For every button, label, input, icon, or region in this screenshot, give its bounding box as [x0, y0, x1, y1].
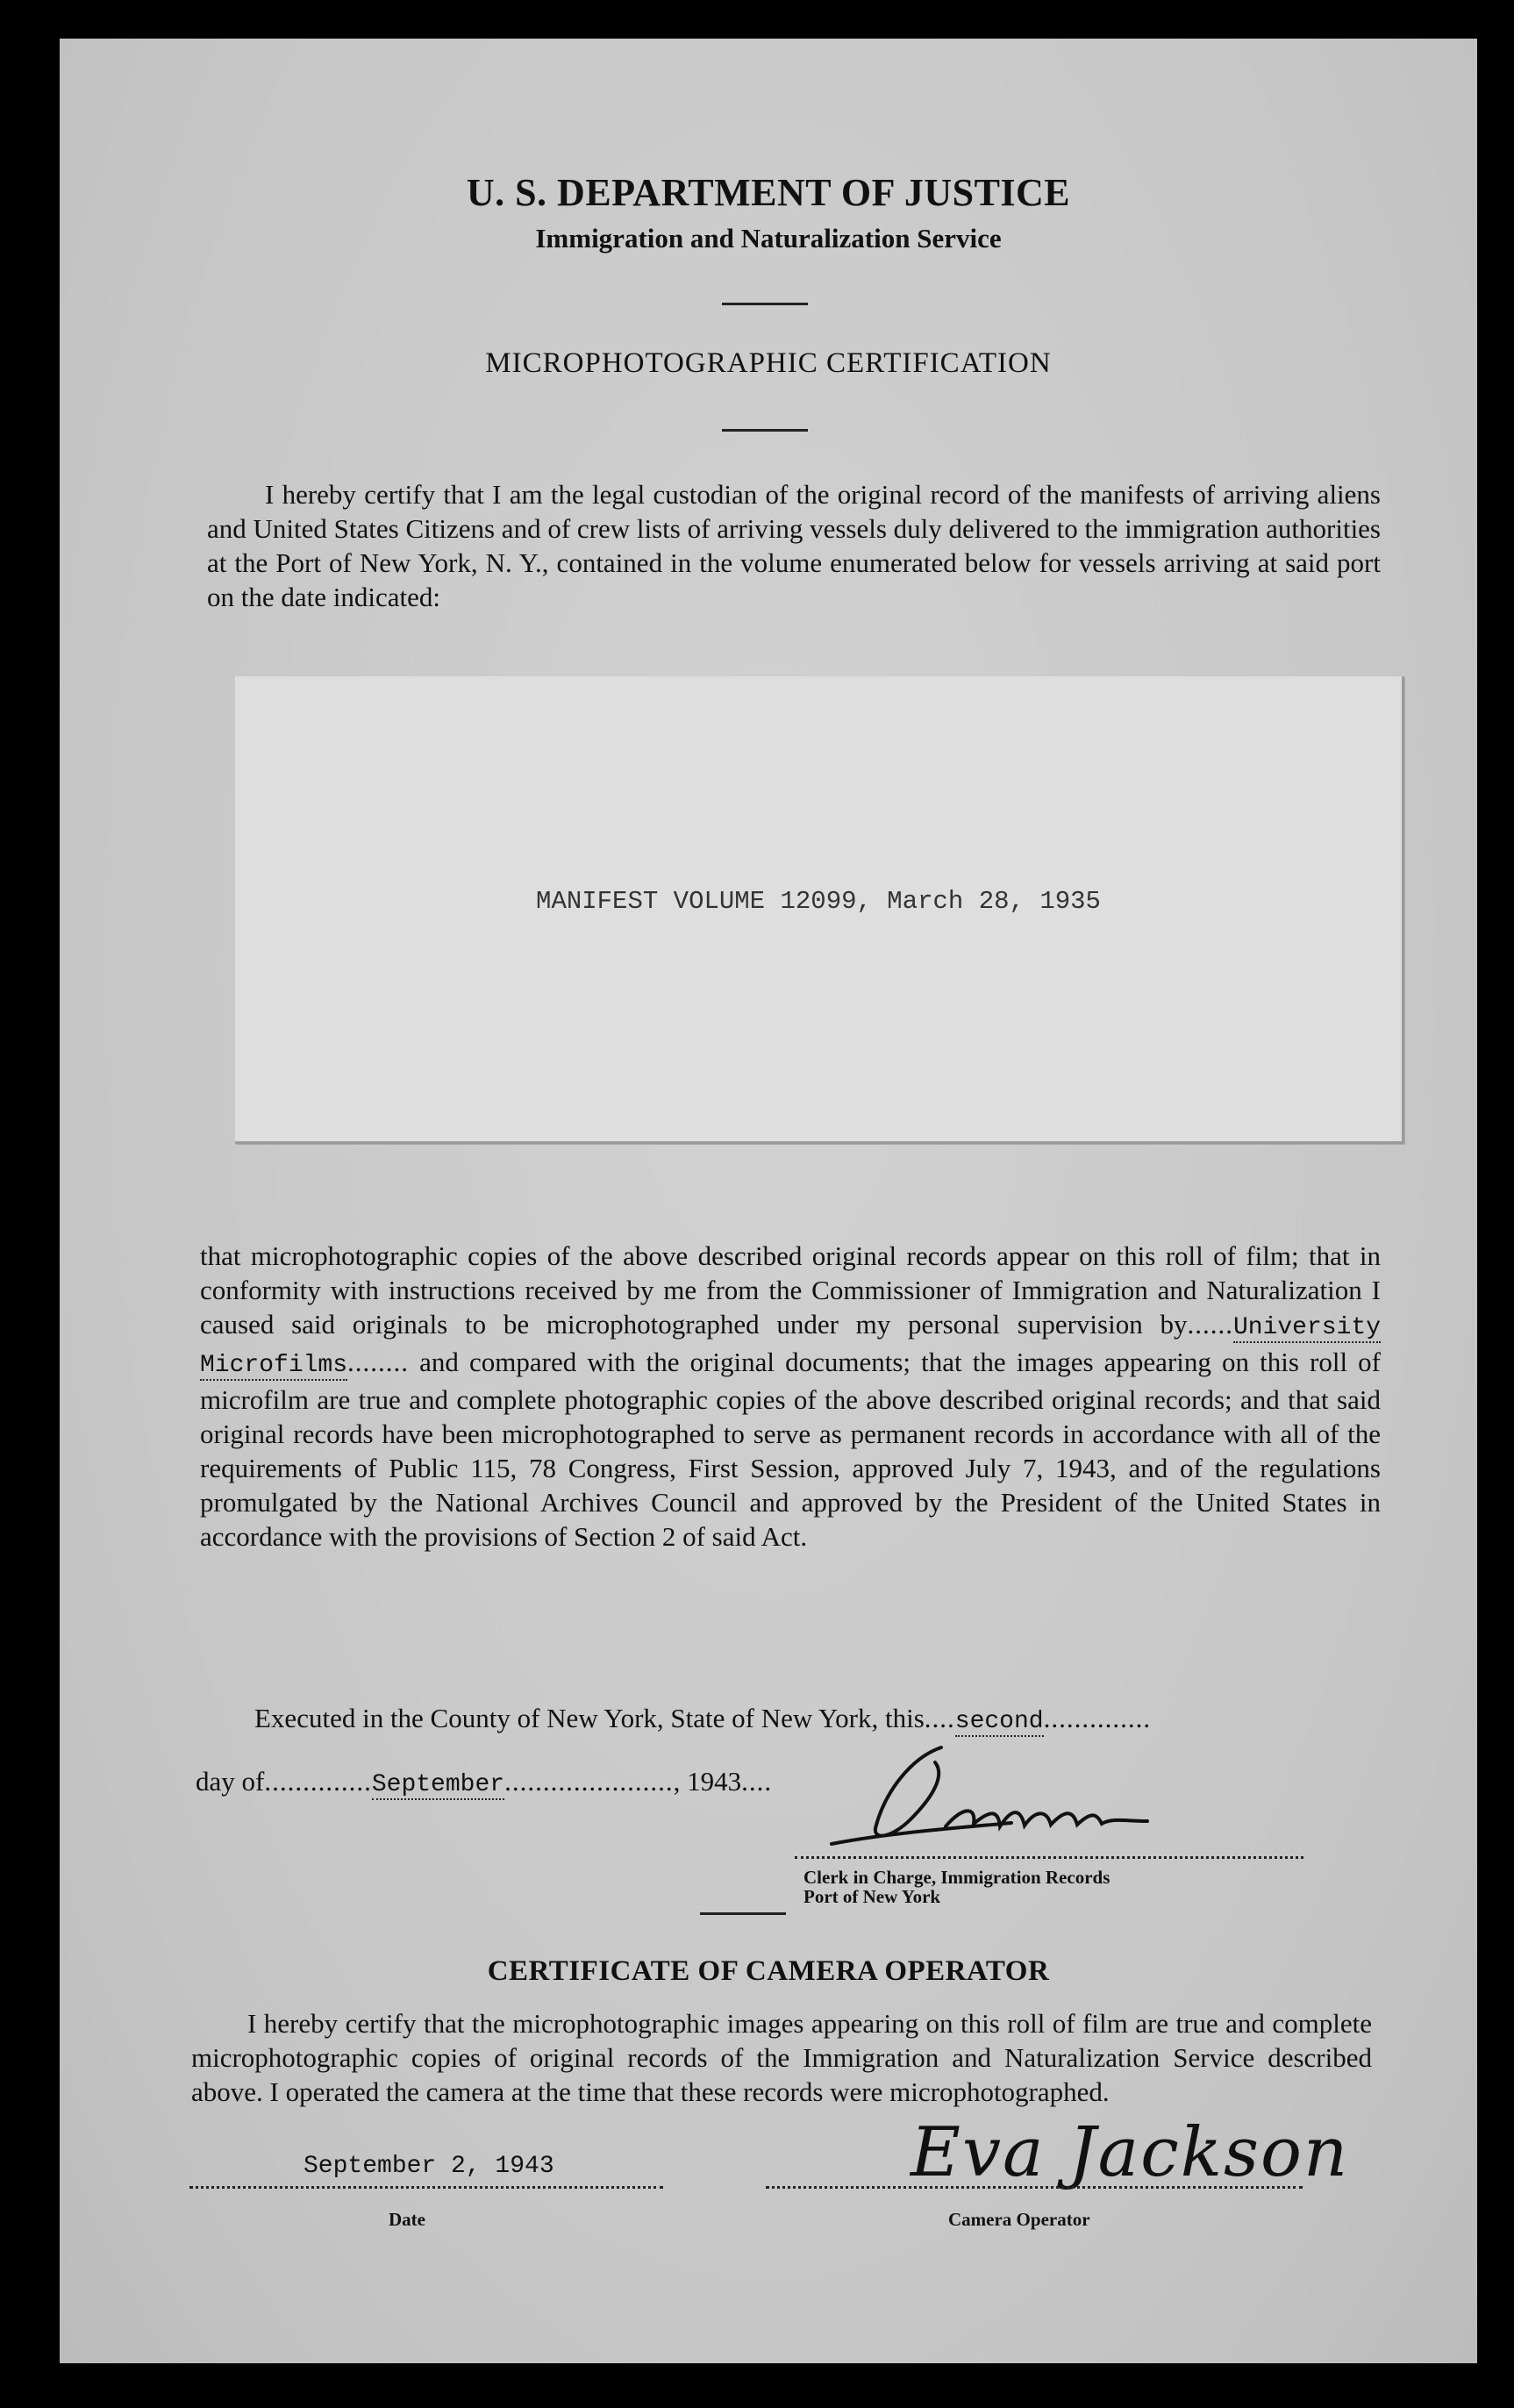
clerk-title-line2: Port of New York — [803, 1886, 941, 1907]
operator-date: September 2, 1943 — [304, 2153, 554, 2180]
divider — [700, 1912, 786, 1915]
execution-year: , 1943 — [673, 1766, 742, 1797]
date-line — [189, 2153, 663, 2189]
service-subheading: Immigration and Naturalization Service — [535, 223, 1002, 254]
clerk-signature — [779, 1723, 1253, 1859]
day-of-label: day of — [196, 1766, 265, 1797]
divider — [722, 303, 808, 305]
operator-signature-line — [766, 2186, 1303, 2189]
body-paragraph: that microphotographic copies of the above described original records appear on this roll of film; that in conformity with instructions received by me from the Commissioner of Immigration and Naturalization I caused said originals to be microphotographed under my personal supervision by......University Microfilms........ and compared with the original documents; that the images appearing on this roll of microfilm are true and complete photographic copies of the above described original records; and that said original records have been microphotographed to serve as permanent records in accordance with all of the requirements of Public 115, 78 Congress, First Session, approved July 7, 1943, and of the regulations promulgated by the National Archives Council and approved by the President of the United States in accordance with the provisions of Section 2 of said Act. — [200, 1240, 1382, 1552]
certification-title: MICROPHOTOGRAPHIC CERTIFICATION — [485, 347, 1052, 379]
camera-operator-heading: CERTIFICATE OF CAMERA OPERATOR — [487, 1955, 1050, 1987]
operator-signature: Eva Jackson — [911, 2113, 1350, 2192]
execution-month: September — [371, 1771, 505, 1798]
body-text-part1: that microphotographic copies of the above described original records appear on this roll of film; that in conformity with instructions received by me from the Commissioner of Immigration and Naturalization I caused said originals to be microphotographed under my personal supervision by — [200, 1240, 1381, 1340]
clerk-title — [803, 1868, 1110, 1906]
department-heading: U. S. DEPARTMENT OF JUSTICE — [466, 171, 1071, 214]
certificate-page — [60, 39, 1477, 2363]
body-text-part2: and compared with the original documents; that the images appearing on this roll of microfilm are true and complete photographic copies of the above described original records; and that said original records have been microphotographed to serve as permanent records in accordance with all of the requirements of Public 115, 78 Congress, First Session, approved July 7, 1943, and of the regulations promulgated by the National Archives Council and approved by the President of the United States in accordance with the provisions of Section 2 of said Act. — [200, 1347, 1382, 1552]
clerk-signature-line — [795, 1856, 1303, 1859]
volume-card — [235, 676, 1404, 1144]
intro-paragraph: I hereby certify that I am the legal custodian of the original record of the manifests of arriving aliens and United States Citizens and of crew lists of arriving vessels duly delivered to the immigration authorities at the Port of New York, N. Y., contained in the volume enumerated below for vessels arriving at said port on the date indicated: — [207, 479, 1381, 612]
execution-prefix: Executed in the County of New York, State of New York, this — [254, 1703, 925, 1733]
microfilm-company: University Microfilms — [200, 1314, 1381, 1379]
camera-operator-paragraph: I hereby certify that the microphotographic images appearing on this roll of film are true and complete microphotographic copies of original records of the Immigration and Naturalization Service described above. I operated the camera at the time that these records were microphotographed. — [191, 2008, 1372, 2107]
day-of-line: day of..............September......................, 1943.... — [196, 1766, 773, 1798]
divider — [722, 429, 808, 432]
clerk-title-line1: Clerk in Charge, Immigration Records — [803, 1867, 1111, 1888]
date-label: Date — [389, 2209, 425, 2230]
execution-day: second — [954, 1708, 1044, 1735]
camera-operator-label: Camera Operator — [948, 2209, 1090, 2230]
volume-card-text: MANIFEST VOLUME 12099, March 28, 1935 — [536, 887, 1101, 916]
execution-line: Executed in the County of New York, State of New York, this....second.............. — [254, 1703, 1152, 1735]
